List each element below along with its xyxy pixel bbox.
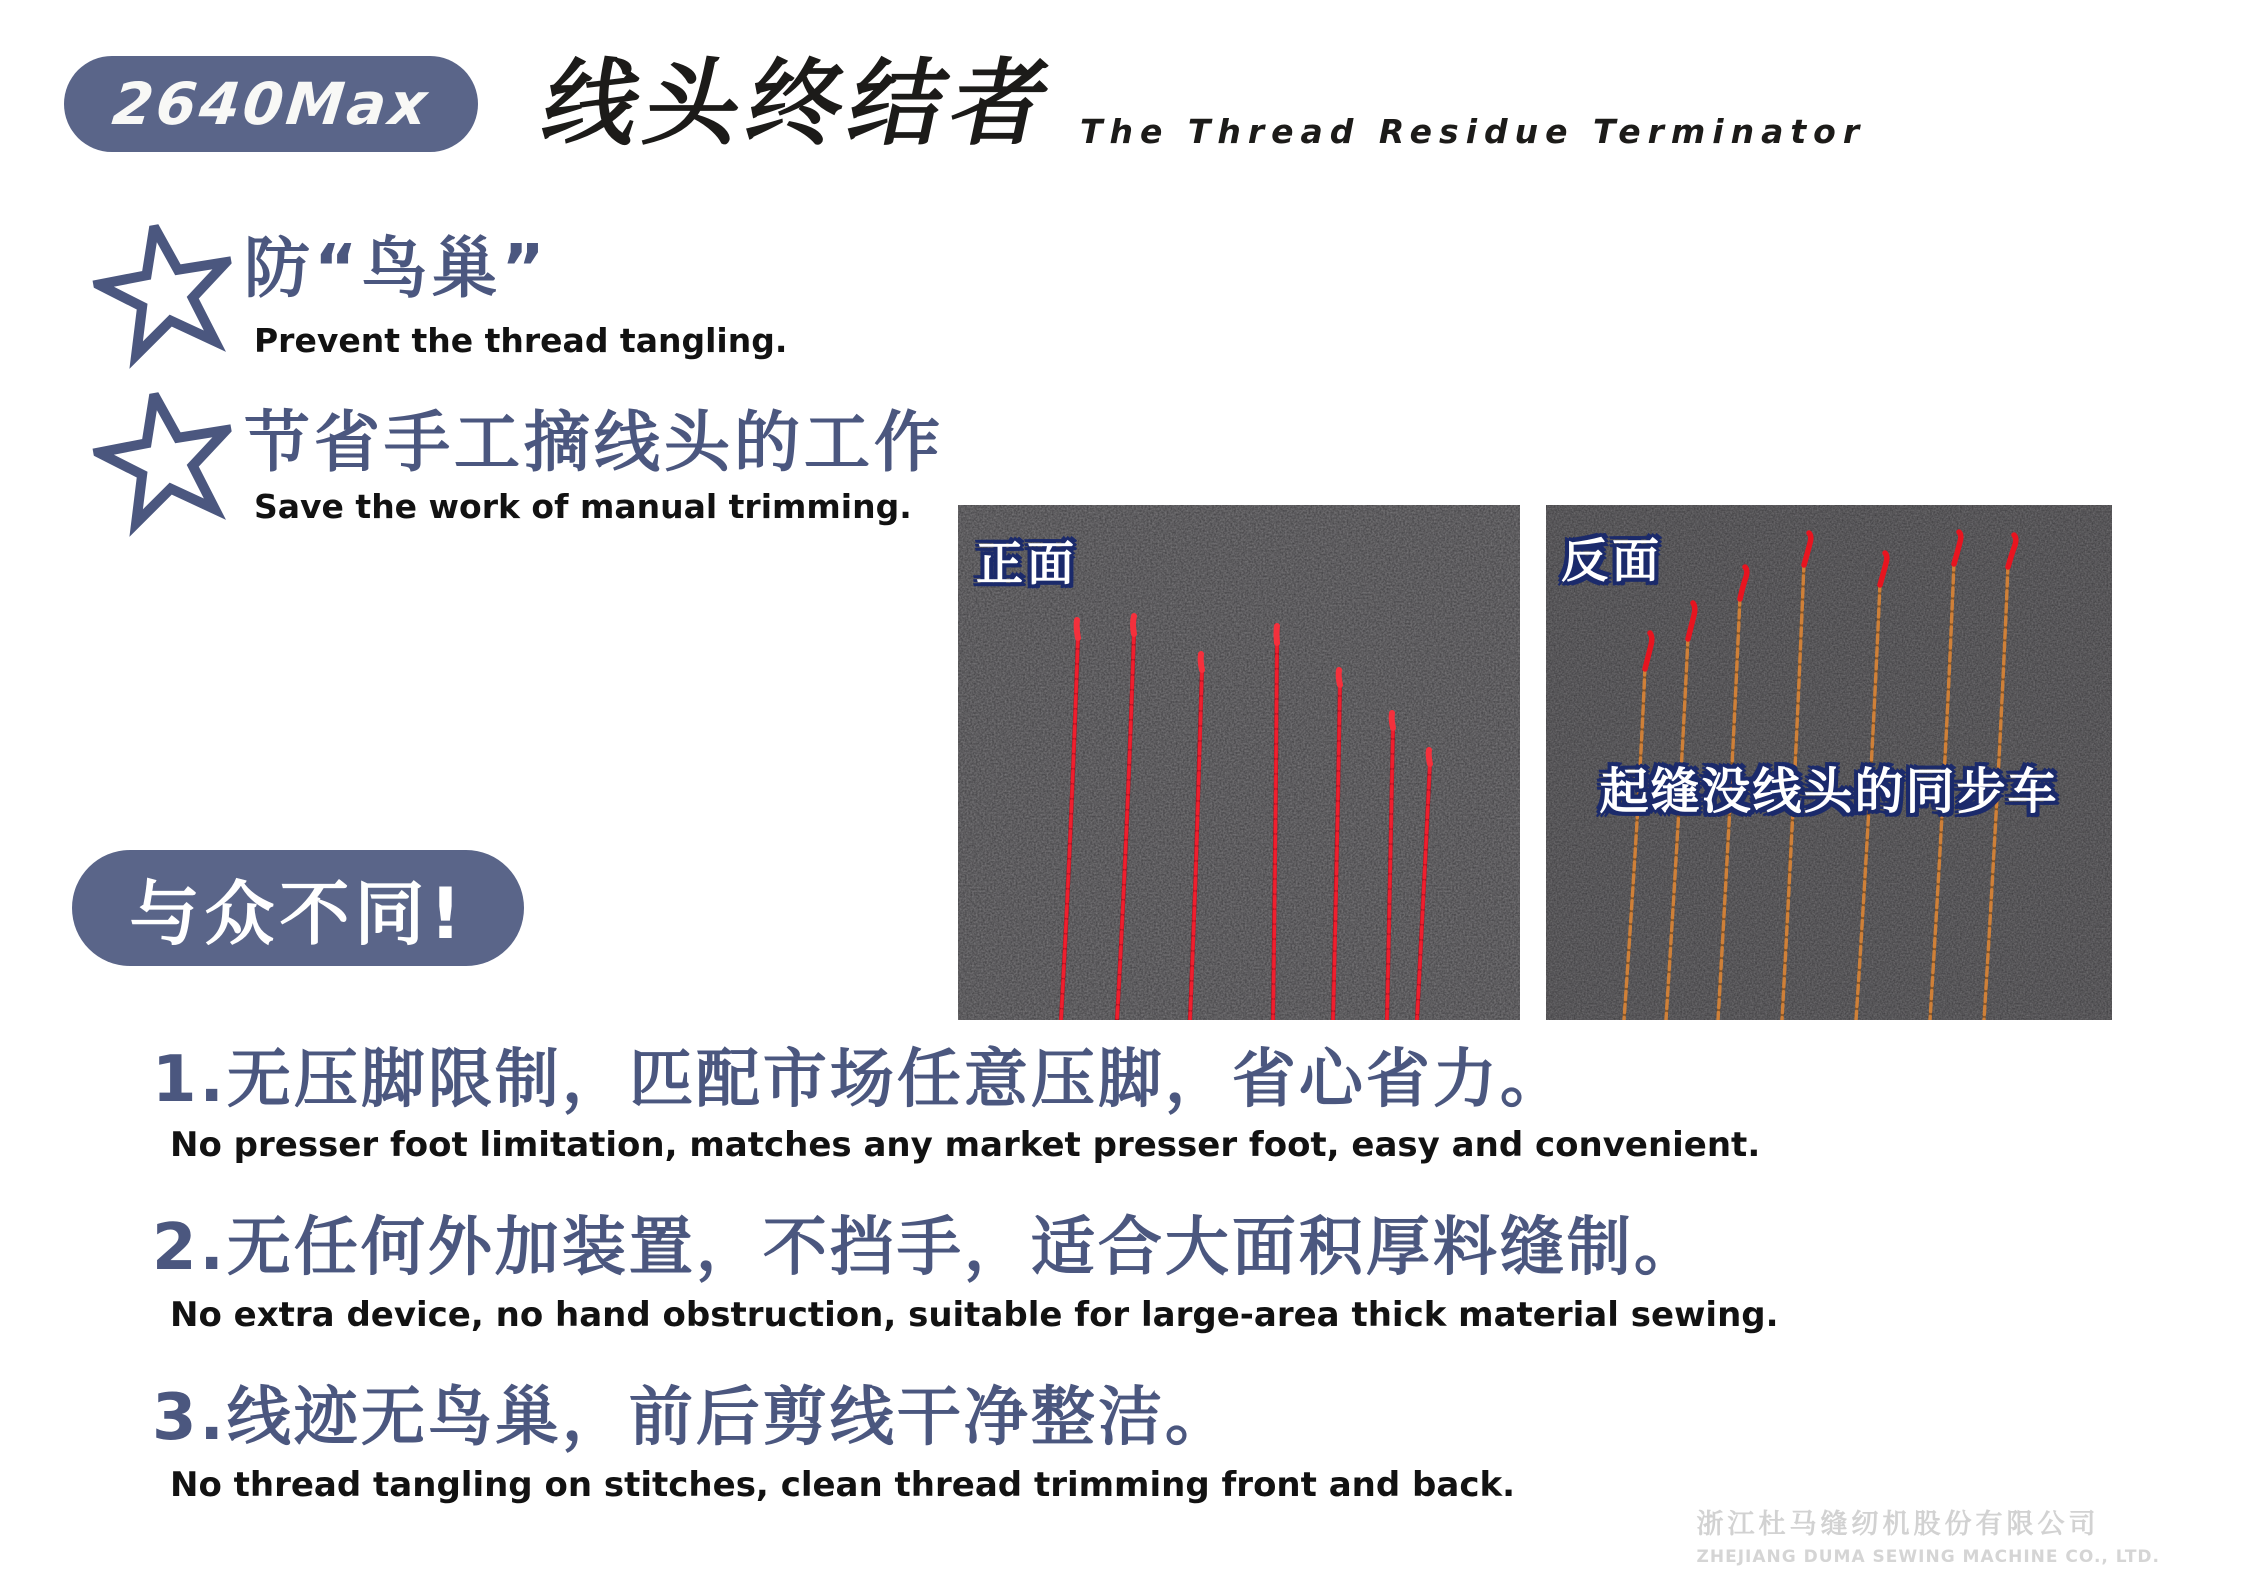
page-title: 线头终结者 xyxy=(533,50,1067,159)
feature-2-subtitle: Save the work of manual trimming. xyxy=(254,487,912,526)
difference-badge xyxy=(72,850,524,966)
point-3-subtitle: No thread tangling on stitches, clean thread trimming front and back. xyxy=(170,1465,1516,1505)
point-1-title: 1.无压脚限制，匹配市场任意压脚，省心省力。 xyxy=(152,1043,1567,1117)
company-watermark xyxy=(1697,1502,2160,1567)
star-icon xyxy=(96,224,236,380)
point-2-subtitle: No extra device, no hand obstruction, suitable for large-area thick material sewing. xyxy=(170,1295,1779,1335)
feature-2-title: 节省手工摘线头的工作 xyxy=(244,404,944,481)
feature-1-title: 防“鸟巢” xyxy=(244,230,549,307)
star-icon xyxy=(96,392,236,548)
model-badge xyxy=(64,56,478,152)
difference-badge-label: 与众不同! xyxy=(129,872,467,955)
feature-1-subtitle: Prevent the thread tangling. xyxy=(254,321,788,360)
photo-back-label: 反面 xyxy=(1561,534,1663,589)
point-2-title: 2.无任何外加装置，不挡手，适合大面积厚料缝制。 xyxy=(152,1211,1701,1285)
page-subtitle: The Thread Residue Terminator xyxy=(1080,112,1867,151)
photo-front-label: 正面 xyxy=(976,537,1078,592)
company-name-en: ZHEJIANG DUMA SEWING MACHINE CO., LTD. xyxy=(1696,1547,2160,1567)
point-1-subtitle: No presser foot limitation, matches any market presser foot, easy and convenient. xyxy=(170,1125,1761,1165)
photo-front-side xyxy=(958,505,1520,1020)
model-badge-label: 2640Max xyxy=(109,70,433,138)
photo-back-caption: 起缝没线头的同步车 xyxy=(1599,763,2059,820)
photo-back-side xyxy=(1546,505,2112,1020)
company-name-cn: 浙江杜马缝纫机股份有限公司 xyxy=(1696,1509,2100,1540)
point-3-title: 3.线迹无鸟巢，前后剪线干净整洁。 xyxy=(152,1381,1232,1455)
